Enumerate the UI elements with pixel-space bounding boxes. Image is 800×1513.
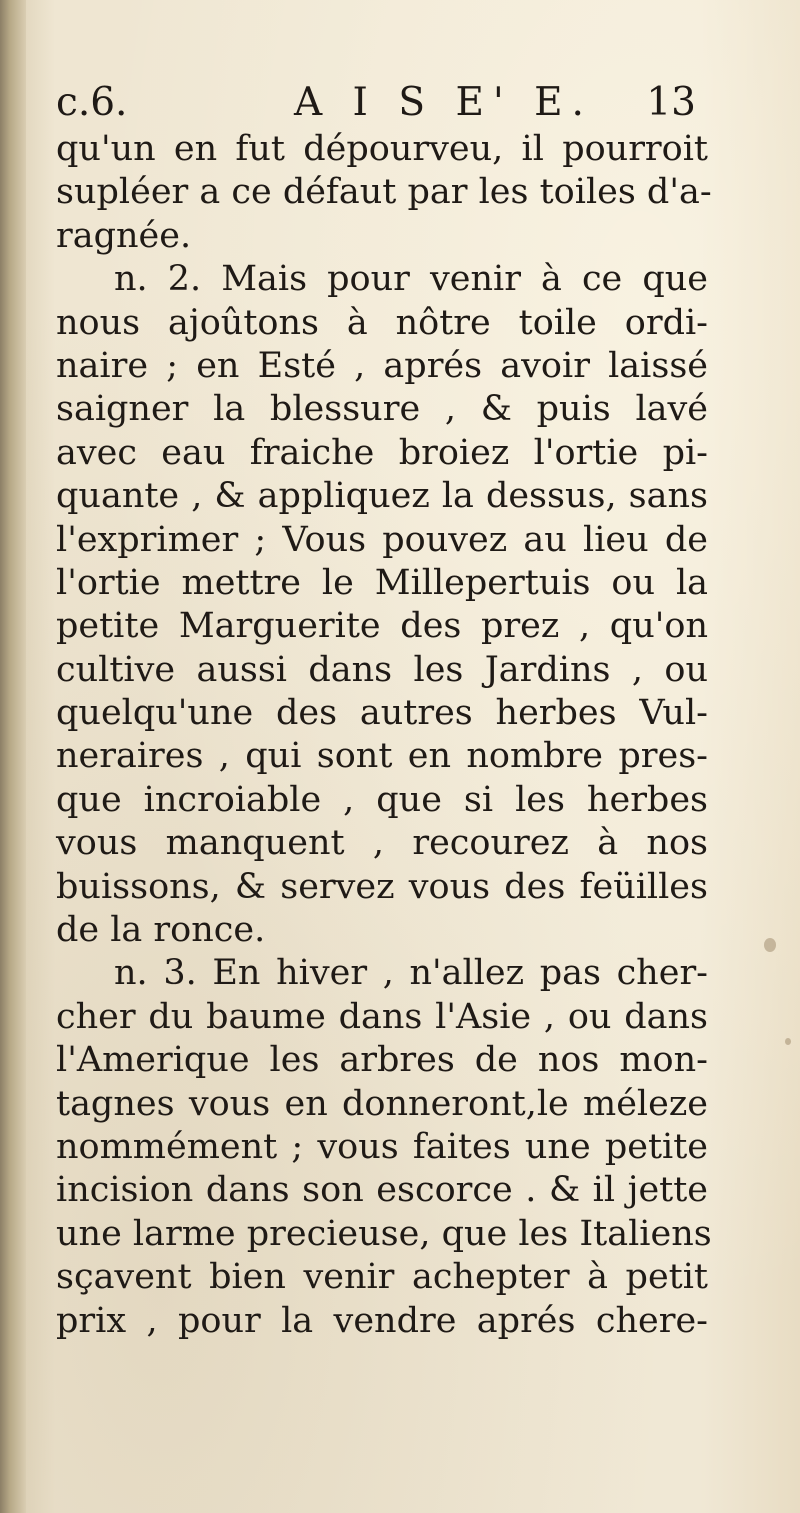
text-line: supléer a ce défaut par les toiles d'a- (56, 172, 712, 213)
text-line: nommément ; vous faites une petite (56, 1126, 708, 1167)
paper-stain (785, 1038, 791, 1045)
text-line: cher du baume dans l'Asie , ou dans (56, 996, 708, 1037)
body-text (56, 128, 712, 1343)
text-line: que incroiable , que si les herbes (56, 779, 708, 820)
text-line: buissons, & servez vous des feüilles (56, 866, 708, 907)
running-title: A I S E' E. (294, 80, 593, 125)
text-line: vous manquent , recourez à nos (56, 823, 708, 864)
paper-stain (764, 938, 776, 952)
text-line: ragnée. (56, 215, 192, 256)
text-line: petite Marguerite des prez , qu'on (56, 606, 708, 647)
text-line: l'Amerique les arbres de nos mon- (56, 1040, 708, 1081)
text-line: l'exprimer ; Vous pouvez au lieu de (56, 519, 708, 560)
text-line: n. 2. Mais pour venir à ce que (114, 259, 708, 300)
text-line: une larme precieuse, que les Italiens (56, 1213, 712, 1254)
page-binding-edge (0, 0, 26, 1513)
text-line: quelqu'une des autres herbes Vul- (56, 693, 708, 734)
text-line: sçavent bien venir achepter à petit (56, 1257, 708, 1298)
text-line: naire ; en Esté , aprés avoir laissé (56, 345, 708, 386)
text-line: incision dans son escorce . & il jette (56, 1170, 708, 1211)
text-line: saigner la blessure , & puis lavé (56, 389, 708, 430)
text-line: nous ajoûtons à nôtre toile ordi- (56, 302, 708, 343)
text-line: l'ortie mettre le Millepertuis ou la (56, 562, 708, 603)
text-line: prix , pour la vendre aprés chere- (56, 1300, 708, 1341)
text-line: de la ronce. (56, 910, 266, 951)
chapter-marker: c.6. (56, 80, 128, 125)
text-line: neraires , qui sont en nombre pres- (56, 736, 708, 777)
text-line: quante , & appliquez la dessus, sans (56, 476, 708, 517)
running-header (56, 78, 696, 128)
text-line: tagnes vous en donneront,le méleze (56, 1083, 708, 1124)
text-line: n. 3. En hiver , n'allez pas cher- (114, 953, 708, 994)
page-number: 13 (646, 80, 696, 125)
text-line: cultive aussi dans les Jardins , ou (56, 649, 708, 690)
text-line: qu'un en fut dépourveu, il pourroit (56, 129, 708, 169)
text-line: avec eau fraiche broiez l'ortie pi- (56, 432, 708, 473)
